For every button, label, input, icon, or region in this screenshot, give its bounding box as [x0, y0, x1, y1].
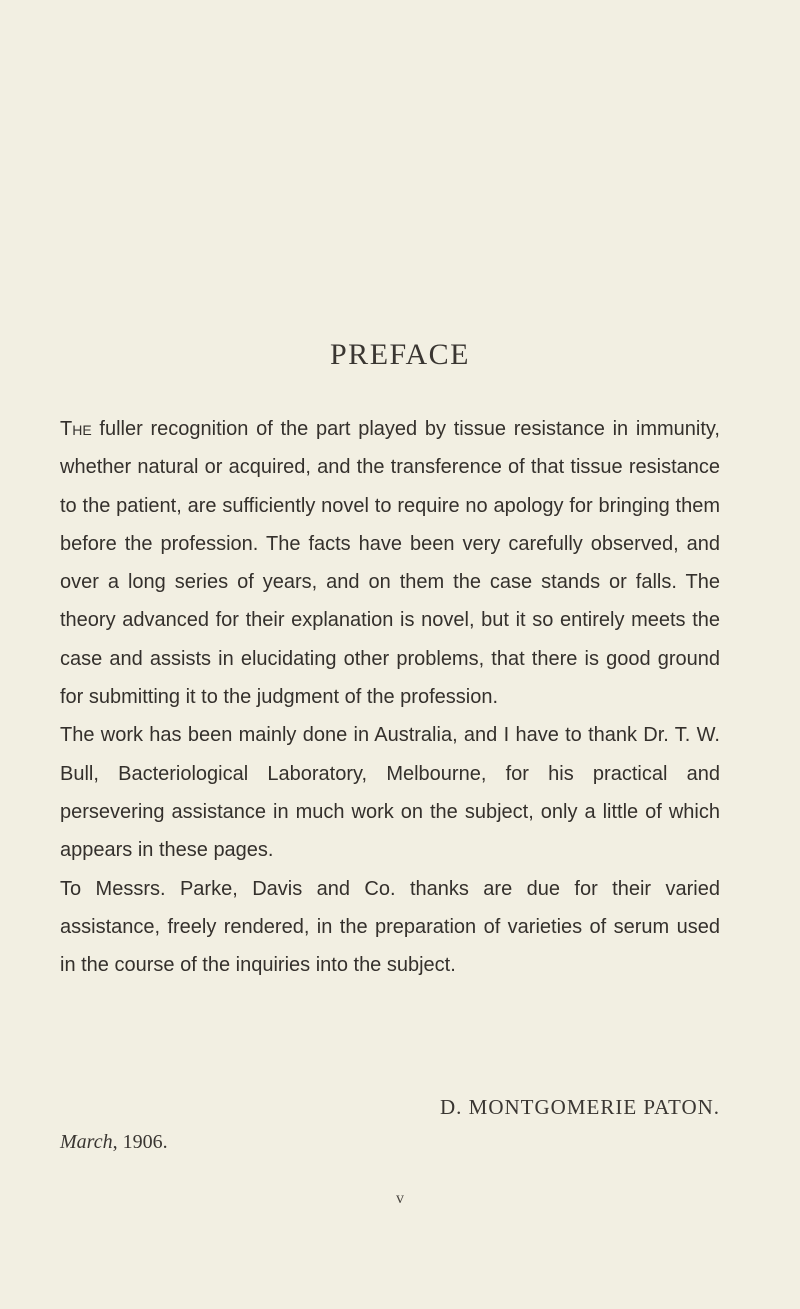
paragraph-2: The work has been mainly done in Australia, and I have to thank Dr. T. W. Bull, Bacteriological Laboratory, Melbourne, for his practical and persevering assistance in much work on the subject, only a little of which appears in these pages. [60, 724, 720, 862]
page-number: v [396, 1190, 404, 1207]
preface-body [60, 410, 720, 984]
paragraph-3: To Messrs. Parke, Davis and Co. thanks are due for their varied assistance, freely rendered, in the preparation of varieties of serum used in the course of the inquiries into the subject. [60, 877, 720, 977]
date-month: March [60, 1131, 113, 1153]
paragraph-1 [60, 410, 720, 716]
paragraph-1-text: fuller recognition of the part played by tissue resistance in immunity, whether natural or acquired, and the transference of that tissue resistance to the patient, are sufficiently novel to require no apology for bringing them before the profession. The facts have been very carefully observed, and over a long series of years, and on them the case stands or falls. The theory advanced for their explanation is novel, but it so entirely meets the case and assists in elucidating other problems, that there is good ground for submitting it to the judgment of the profession. [60, 418, 720, 709]
page-title: PREFACE [330, 338, 470, 371]
preface-date [60, 1131, 168, 1154]
paragraph-1-lead: The [60, 418, 92, 440]
author-signature: D. MONTGOMERIE PATON. [440, 1095, 721, 1119]
date-year: , 1906. [112, 1131, 168, 1153]
